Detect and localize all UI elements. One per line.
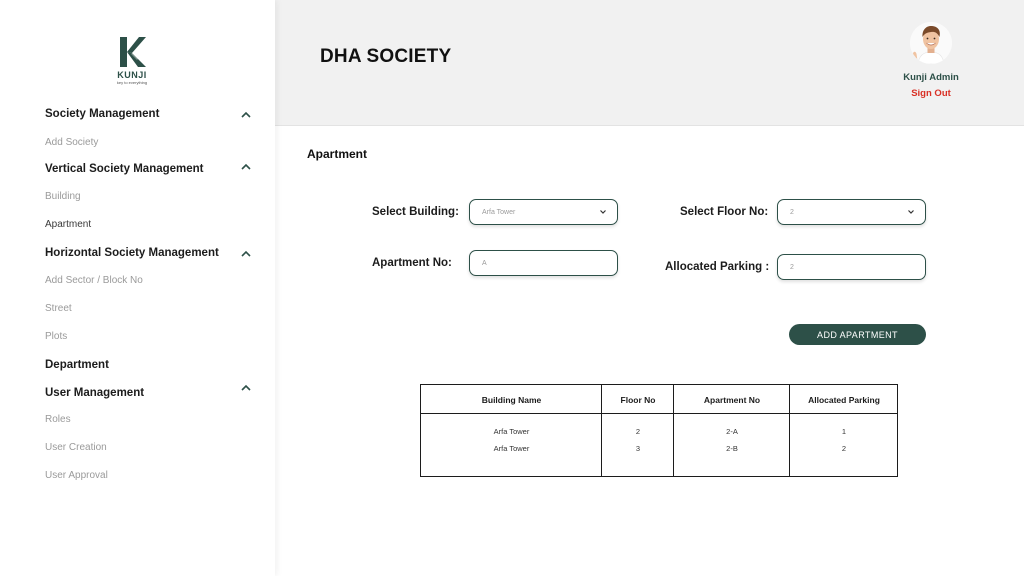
nav-heading-horizontal-society-management[interactable]: Horizontal Society Management — [45, 247, 219, 259]
building-select[interactable] — [469, 199, 618, 225]
cell-apartment-no: 2-A — [726, 427, 738, 436]
column-header-allocated-parking[interactable]: Allocated Parking — [808, 394, 880, 405]
apartment-no-input[interactable] — [469, 250, 618, 276]
sidebar-item-add-society[interactable]: Add Society — [45, 137, 99, 148]
brand-tagline: key to everything — [116, 80, 148, 85]
cell-building-name: Arfa Tower — [493, 427, 530, 436]
cell-allocated-parking: 2 — [841, 444, 847, 453]
sign-out-link[interactable]: Sign Out — [911, 88, 951, 99]
building-select-value: Arfa Tower — [482, 208, 516, 216]
page-title: DHA SOCIETY — [320, 46, 452, 67]
section-title: Apartment — [307, 147, 368, 161]
apartments-table — [420, 384, 898, 477]
chevron-down-icon — [906, 207, 916, 217]
allocated-parking-value: 2 — [790, 263, 794, 271]
chevron-up-icon[interactable] — [240, 109, 252, 121]
avatar-image — [910, 22, 952, 64]
select-floor-label: Select Floor No: — [680, 206, 769, 218]
sidebar-item-add-sector-block[interactable]: Add Sector / Block No — [45, 275, 143, 286]
nav-heading-department[interactable]: Department — [45, 359, 109, 371]
add-apartment-button[interactable]: ADD APARTMENT — [789, 324, 926, 345]
chevron-up-icon[interactable] — [240, 161, 252, 173]
sidebar-item-street[interactable]: Street — [45, 303, 72, 314]
select-building-label: Select Building: — [372, 206, 459, 218]
kunji-logo[interactable] — [112, 35, 152, 85]
sidebar-item-plots[interactable]: Plots — [45, 331, 68, 342]
nav-heading-vertical-society-management[interactable]: Vertical Society Management — [45, 163, 204, 175]
floor-select[interactable] — [777, 199, 926, 225]
cell-building-name: Arfa Tower — [493, 444, 530, 453]
kunji-logo-icon — [117, 35, 147, 69]
apartment-no-label: Apartment No: — [372, 257, 452, 269]
user-name: Kunji Admin — [903, 72, 959, 83]
cell-allocated-parking: 1 — [841, 427, 847, 436]
cell-floor-no: 3 — [635, 444, 641, 453]
brand-name: KUNJI — [117, 70, 147, 80]
column-header-apartment-no[interactable]: Apartment No — [703, 394, 761, 405]
floor-select-value: 2 — [790, 208, 794, 216]
sidebar-item-apartment[interactable]: Apartment — [45, 219, 92, 230]
column-header-floor-no[interactable]: Floor No — [620, 394, 656, 405]
cell-floor-no: 2 — [635, 427, 641, 436]
sidebar — [0, 0, 275, 576]
cell-apartment-no: 2-B — [726, 444, 738, 453]
chevron-up-icon[interactable] — [240, 382, 252, 394]
sidebar-item-roles[interactable]: Roles — [45, 414, 71, 425]
sidebar-item-user-approval[interactable]: User Approval — [45, 470, 108, 481]
allocated-parking-input[interactable] — [777, 254, 926, 280]
allocated-parking-label: Allocated Parking : — [665, 261, 770, 273]
sidebar-item-user-creation[interactable]: User Creation — [45, 442, 107, 453]
chevron-up-icon[interactable] — [240, 248, 252, 260]
top-header — [275, 0, 1024, 126]
apartment-no-value: A — [482, 259, 487, 267]
nav-heading-user-management[interactable]: User Management — [45, 387, 145, 399]
nav-heading-society-management[interactable]: Society Management — [45, 108, 160, 120]
user-avatar[interactable] — [910, 22, 952, 64]
table-header-row — [421, 385, 897, 414]
chevron-down-icon — [598, 207, 608, 217]
column-header-building-name[interactable]: Building Name — [481, 394, 542, 405]
sidebar-item-building[interactable]: Building — [45, 191, 81, 202]
